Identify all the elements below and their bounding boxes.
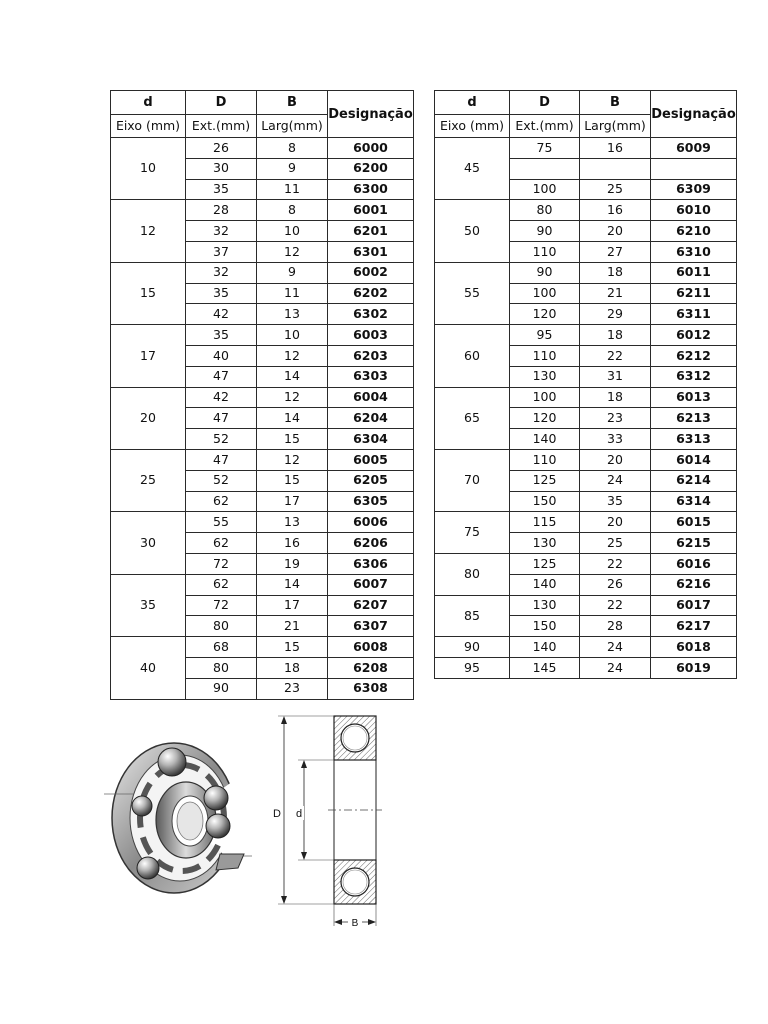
- table-row: [111, 200, 414, 221]
- width-cell: 24: [580, 657, 651, 678]
- header-d-unit: Eixo (mm): [435, 115, 510, 138]
- width-cell: 13: [257, 304, 328, 325]
- designation-cell: 6307: [328, 616, 414, 637]
- header-D: D: [510, 91, 580, 115]
- width-cell: 33: [580, 429, 651, 450]
- table-row: [435, 325, 737, 346]
- bearing-cross-section-drawing: [268, 710, 388, 930]
- outer-diameter-cell: 120: [510, 304, 580, 325]
- designation-cell: 6300: [328, 179, 414, 200]
- designation-cell: 6303: [328, 366, 414, 387]
- width-cell: 9: [257, 262, 328, 283]
- outer-diameter-cell: 52: [186, 429, 257, 450]
- width-cell: 26: [580, 574, 651, 595]
- outer-diameter-cell: 125: [510, 553, 580, 574]
- shaft-diameter-cell: 55: [435, 262, 510, 324]
- shaft-diameter-cell: 80: [435, 553, 510, 595]
- shaft-diameter-cell: 70: [435, 449, 510, 511]
- table-row: [111, 138, 414, 159]
- shaft-diameter-cell: 95: [435, 657, 510, 678]
- table-row: [435, 657, 737, 678]
- width-cell: 9: [257, 158, 328, 179]
- outer-diameter-cell: 37: [186, 241, 257, 262]
- designation-cell: 6217: [651, 616, 737, 637]
- width-cell: 13: [257, 512, 328, 533]
- width-cell: 15: [257, 470, 328, 491]
- designation-cell: 6211: [651, 283, 737, 304]
- width-cell: 12: [257, 345, 328, 366]
- outer-diameter-cell: 62: [186, 533, 257, 554]
- designation-cell: 6002: [328, 262, 414, 283]
- designation-cell: 6204: [328, 408, 414, 429]
- outer-diameter-cell: 26: [186, 138, 257, 159]
- table-row: [435, 262, 737, 283]
- designation-cell: 6215: [651, 533, 737, 554]
- designation-cell: 6016: [651, 553, 737, 574]
- width-cell: 14: [257, 366, 328, 387]
- width-cell: 12: [257, 241, 328, 262]
- outer-diameter-cell: 42: [186, 387, 257, 408]
- outer-diameter-cell: 47: [186, 449, 257, 470]
- outer-diameter-cell: 150: [510, 616, 580, 637]
- shaft-diameter-cell: 17: [111, 325, 186, 387]
- table-body-left: [111, 138, 414, 700]
- outer-diameter-cell: 130: [510, 366, 580, 387]
- width-cell: 18: [257, 657, 328, 678]
- width-cell: 20: [580, 512, 651, 533]
- outer-diameter-cell: 115: [510, 512, 580, 533]
- shaft-diameter-cell: 10: [111, 138, 186, 200]
- bearing-table-right: [434, 90, 737, 679]
- outer-diameter-cell: 35: [186, 283, 257, 304]
- header-D-unit: Ext.(mm): [186, 115, 257, 138]
- outer-diameter-cell: 42: [186, 304, 257, 325]
- width-cell: 12: [257, 449, 328, 470]
- outer-diameter-cell: 72: [186, 595, 257, 616]
- outer-diameter-cell: 62: [186, 491, 257, 512]
- width-cell: 10: [257, 325, 328, 346]
- width-cell: 23: [580, 408, 651, 429]
- outer-diameter-cell: 80: [186, 616, 257, 637]
- shaft-diameter-cell: 50: [435, 200, 510, 262]
- outer-diameter-cell: 40: [186, 345, 257, 366]
- outer-diameter-cell: 72: [186, 553, 257, 574]
- designation-cell: 6201: [328, 221, 414, 242]
- header-d: d: [435, 91, 510, 115]
- designation-cell: 6012: [651, 325, 737, 346]
- designation-cell: 6010: [651, 200, 737, 221]
- width-cell: 15: [257, 429, 328, 450]
- width-cell: 20: [580, 221, 651, 242]
- table-row: [111, 387, 414, 408]
- width-cell: 20: [580, 449, 651, 470]
- outer-diameter-cell: 100: [510, 179, 580, 200]
- designation-cell: 6011: [651, 262, 737, 283]
- designation-cell: 6213: [651, 408, 737, 429]
- outer-diameter-cell: 110: [510, 241, 580, 262]
- width-cell: 15: [257, 637, 328, 658]
- designation-cell: 6205: [328, 470, 414, 491]
- designation-cell: 6017: [651, 595, 737, 616]
- table-row: [111, 574, 414, 595]
- width-cell: 18: [580, 325, 651, 346]
- outer-diameter-cell: 52: [186, 470, 257, 491]
- shaft-diameter-cell: 40: [111, 637, 186, 699]
- label-D: D: [273, 808, 281, 820]
- width-cell: 18: [580, 262, 651, 283]
- designation-cell: 6313: [651, 429, 737, 450]
- outer-diameter-cell: 130: [510, 533, 580, 554]
- designation-cell: 6208: [328, 657, 414, 678]
- table-row: [435, 200, 737, 221]
- designation-cell: 6304: [328, 429, 414, 450]
- shaft-diameter-cell: 15: [111, 262, 186, 324]
- outer-diameter-cell: 110: [510, 449, 580, 470]
- header-B-unit: Larg(mm): [580, 115, 651, 138]
- designation-cell: 6216: [651, 574, 737, 595]
- designation-cell: 6008: [328, 637, 414, 658]
- outer-diameter-cell: 75: [510, 138, 580, 159]
- designation-cell: 6212: [651, 345, 737, 366]
- width-cell: 24: [580, 637, 651, 658]
- designation-cell: 6207: [328, 595, 414, 616]
- width-cell: 22: [580, 595, 651, 616]
- designation-cell: 6013: [651, 387, 737, 408]
- outer-diameter-cell: 95: [510, 325, 580, 346]
- label-d: d: [295, 808, 303, 820]
- outer-diameter-cell: 100: [510, 387, 580, 408]
- shaft-diameter-cell: 45: [435, 138, 510, 200]
- width-cell: 25: [580, 179, 651, 200]
- outer-diameter-cell: 30: [186, 158, 257, 179]
- table-row: [435, 637, 737, 658]
- width-cell: 22: [580, 345, 651, 366]
- width-cell: 10: [257, 221, 328, 242]
- width-cell: 17: [257, 491, 328, 512]
- table-row: [111, 262, 414, 283]
- width-cell: 28: [580, 616, 651, 637]
- header-designation: Designação: [328, 91, 414, 138]
- designation-cell: 6001: [328, 200, 414, 221]
- width-cell: 18: [580, 387, 651, 408]
- width-cell: 12: [257, 387, 328, 408]
- width-cell: 27: [580, 241, 651, 262]
- width-cell: 16: [257, 533, 328, 554]
- width-cell: 14: [257, 408, 328, 429]
- outer-diameter-cell: [510, 158, 580, 179]
- designation-cell: 6203: [328, 345, 414, 366]
- designation-cell: 6310: [651, 241, 737, 262]
- designation-cell: 6019: [651, 657, 737, 678]
- width-cell: 22: [580, 553, 651, 574]
- width-cell: 19: [257, 553, 328, 574]
- outer-diameter-cell: 80: [186, 657, 257, 678]
- outer-diameter-cell: 90: [186, 678, 257, 699]
- width-cell: 21: [580, 283, 651, 304]
- width-cell: 16: [580, 138, 651, 159]
- outer-diameter-cell: 28: [186, 200, 257, 221]
- bearing-table-left: [110, 90, 414, 700]
- header-d-unit: Eixo (mm): [111, 115, 186, 138]
- outer-diameter-cell: 110: [510, 345, 580, 366]
- designation-cell: 6311: [651, 304, 737, 325]
- table-body-right: [435, 138, 737, 679]
- designation-cell: 6015: [651, 512, 737, 533]
- outer-diameter-cell: 140: [510, 429, 580, 450]
- width-cell: 11: [257, 283, 328, 304]
- header-B: B: [257, 91, 328, 115]
- header-d: d: [111, 91, 186, 115]
- designation-cell: 6018: [651, 637, 737, 658]
- shaft-diameter-cell: 90: [435, 637, 510, 658]
- shaft-diameter-cell: 35: [111, 574, 186, 636]
- width-cell: 24: [580, 470, 651, 491]
- width-cell: 21: [257, 616, 328, 637]
- width-cell: 35: [580, 491, 651, 512]
- table-row: [435, 595, 737, 616]
- width-cell: 17: [257, 595, 328, 616]
- designation-cell: [651, 158, 737, 179]
- width-cell: 23: [257, 678, 328, 699]
- width-cell: 29: [580, 304, 651, 325]
- header-B: B: [580, 91, 651, 115]
- designation-cell: 6309: [651, 179, 737, 200]
- ball-bearing-illustration: [104, 728, 252, 900]
- outer-diameter-cell: 32: [186, 221, 257, 242]
- shaft-diameter-cell: 12: [111, 200, 186, 262]
- designation-cell: 6206: [328, 533, 414, 554]
- designation-cell: 6210: [651, 221, 737, 242]
- table-row: [435, 449, 737, 470]
- designation-cell: 6305: [328, 491, 414, 512]
- outer-diameter-cell: 62: [186, 574, 257, 595]
- designation-cell: 6000: [328, 138, 414, 159]
- outer-diameter-cell: 140: [510, 637, 580, 658]
- shaft-diameter-cell: 30: [111, 512, 186, 574]
- outer-diameter-cell: 47: [186, 408, 257, 429]
- header-D-unit: Ext.(mm): [510, 115, 580, 138]
- table-row: [435, 138, 737, 159]
- width-cell: 8: [257, 200, 328, 221]
- width-cell: 25: [580, 533, 651, 554]
- width-cell: 16: [580, 200, 651, 221]
- outer-diameter-cell: 120: [510, 408, 580, 429]
- designation-cell: 6014: [651, 449, 737, 470]
- header-D: D: [186, 91, 257, 115]
- width-cell: 11: [257, 179, 328, 200]
- outer-diameter-cell: 90: [510, 221, 580, 242]
- designation-cell: 6301: [328, 241, 414, 262]
- outer-diameter-cell: 32: [186, 262, 257, 283]
- outer-diameter-cell: 35: [186, 179, 257, 200]
- designation-cell: 6308: [328, 678, 414, 699]
- designation-cell: 6007: [328, 574, 414, 595]
- outer-diameter-cell: 47: [186, 366, 257, 387]
- outer-diameter-cell: 55: [186, 512, 257, 533]
- designation-cell: 6003: [328, 325, 414, 346]
- outer-diameter-cell: 125: [510, 470, 580, 491]
- designation-cell: 6005: [328, 449, 414, 470]
- designation-cell: 6202: [328, 283, 414, 304]
- outer-diameter-cell: 140: [510, 574, 580, 595]
- header-designation: Designação: [651, 91, 737, 138]
- table-row: [435, 387, 737, 408]
- header-B-unit: Larg(mm): [257, 115, 328, 138]
- table-row: [111, 325, 414, 346]
- designation-cell: 6214: [651, 470, 737, 491]
- width-cell: 14: [257, 574, 328, 595]
- designation-cell: 6312: [651, 366, 737, 387]
- table-row: [111, 449, 414, 470]
- width-cell: 8: [257, 138, 328, 159]
- table-row: [435, 553, 737, 574]
- table-row: [111, 512, 414, 533]
- designation-cell: 6306: [328, 553, 414, 574]
- outer-diameter-cell: 145: [510, 657, 580, 678]
- outer-diameter-cell: 68: [186, 637, 257, 658]
- designation-cell: 6004: [328, 387, 414, 408]
- width-cell: [580, 158, 651, 179]
- width-cell: 31: [580, 366, 651, 387]
- shaft-diameter-cell: 60: [435, 325, 510, 387]
- table-row: [435, 512, 737, 533]
- table-row: [111, 637, 414, 658]
- outer-diameter-cell: 130: [510, 595, 580, 616]
- outer-diameter-cell: 90: [510, 262, 580, 283]
- outer-diameter-cell: 35: [186, 325, 257, 346]
- designation-cell: 6009: [651, 138, 737, 159]
- label-B: B: [351, 918, 359, 929]
- outer-diameter-cell: 100: [510, 283, 580, 304]
- designation-cell: 6314: [651, 491, 737, 512]
- shaft-diameter-cell: 85: [435, 595, 510, 637]
- shaft-diameter-cell: 75: [435, 512, 510, 554]
- designation-cell: 6006: [328, 512, 414, 533]
- designation-cell: 6302: [328, 304, 414, 325]
- outer-diameter-cell: 80: [510, 200, 580, 221]
- shaft-diameter-cell: 25: [111, 449, 186, 511]
- shaft-diameter-cell: 65: [435, 387, 510, 449]
- shaft-diameter-cell: 20: [111, 387, 186, 449]
- designation-cell: 6200: [328, 158, 414, 179]
- outer-diameter-cell: 150: [510, 491, 580, 512]
